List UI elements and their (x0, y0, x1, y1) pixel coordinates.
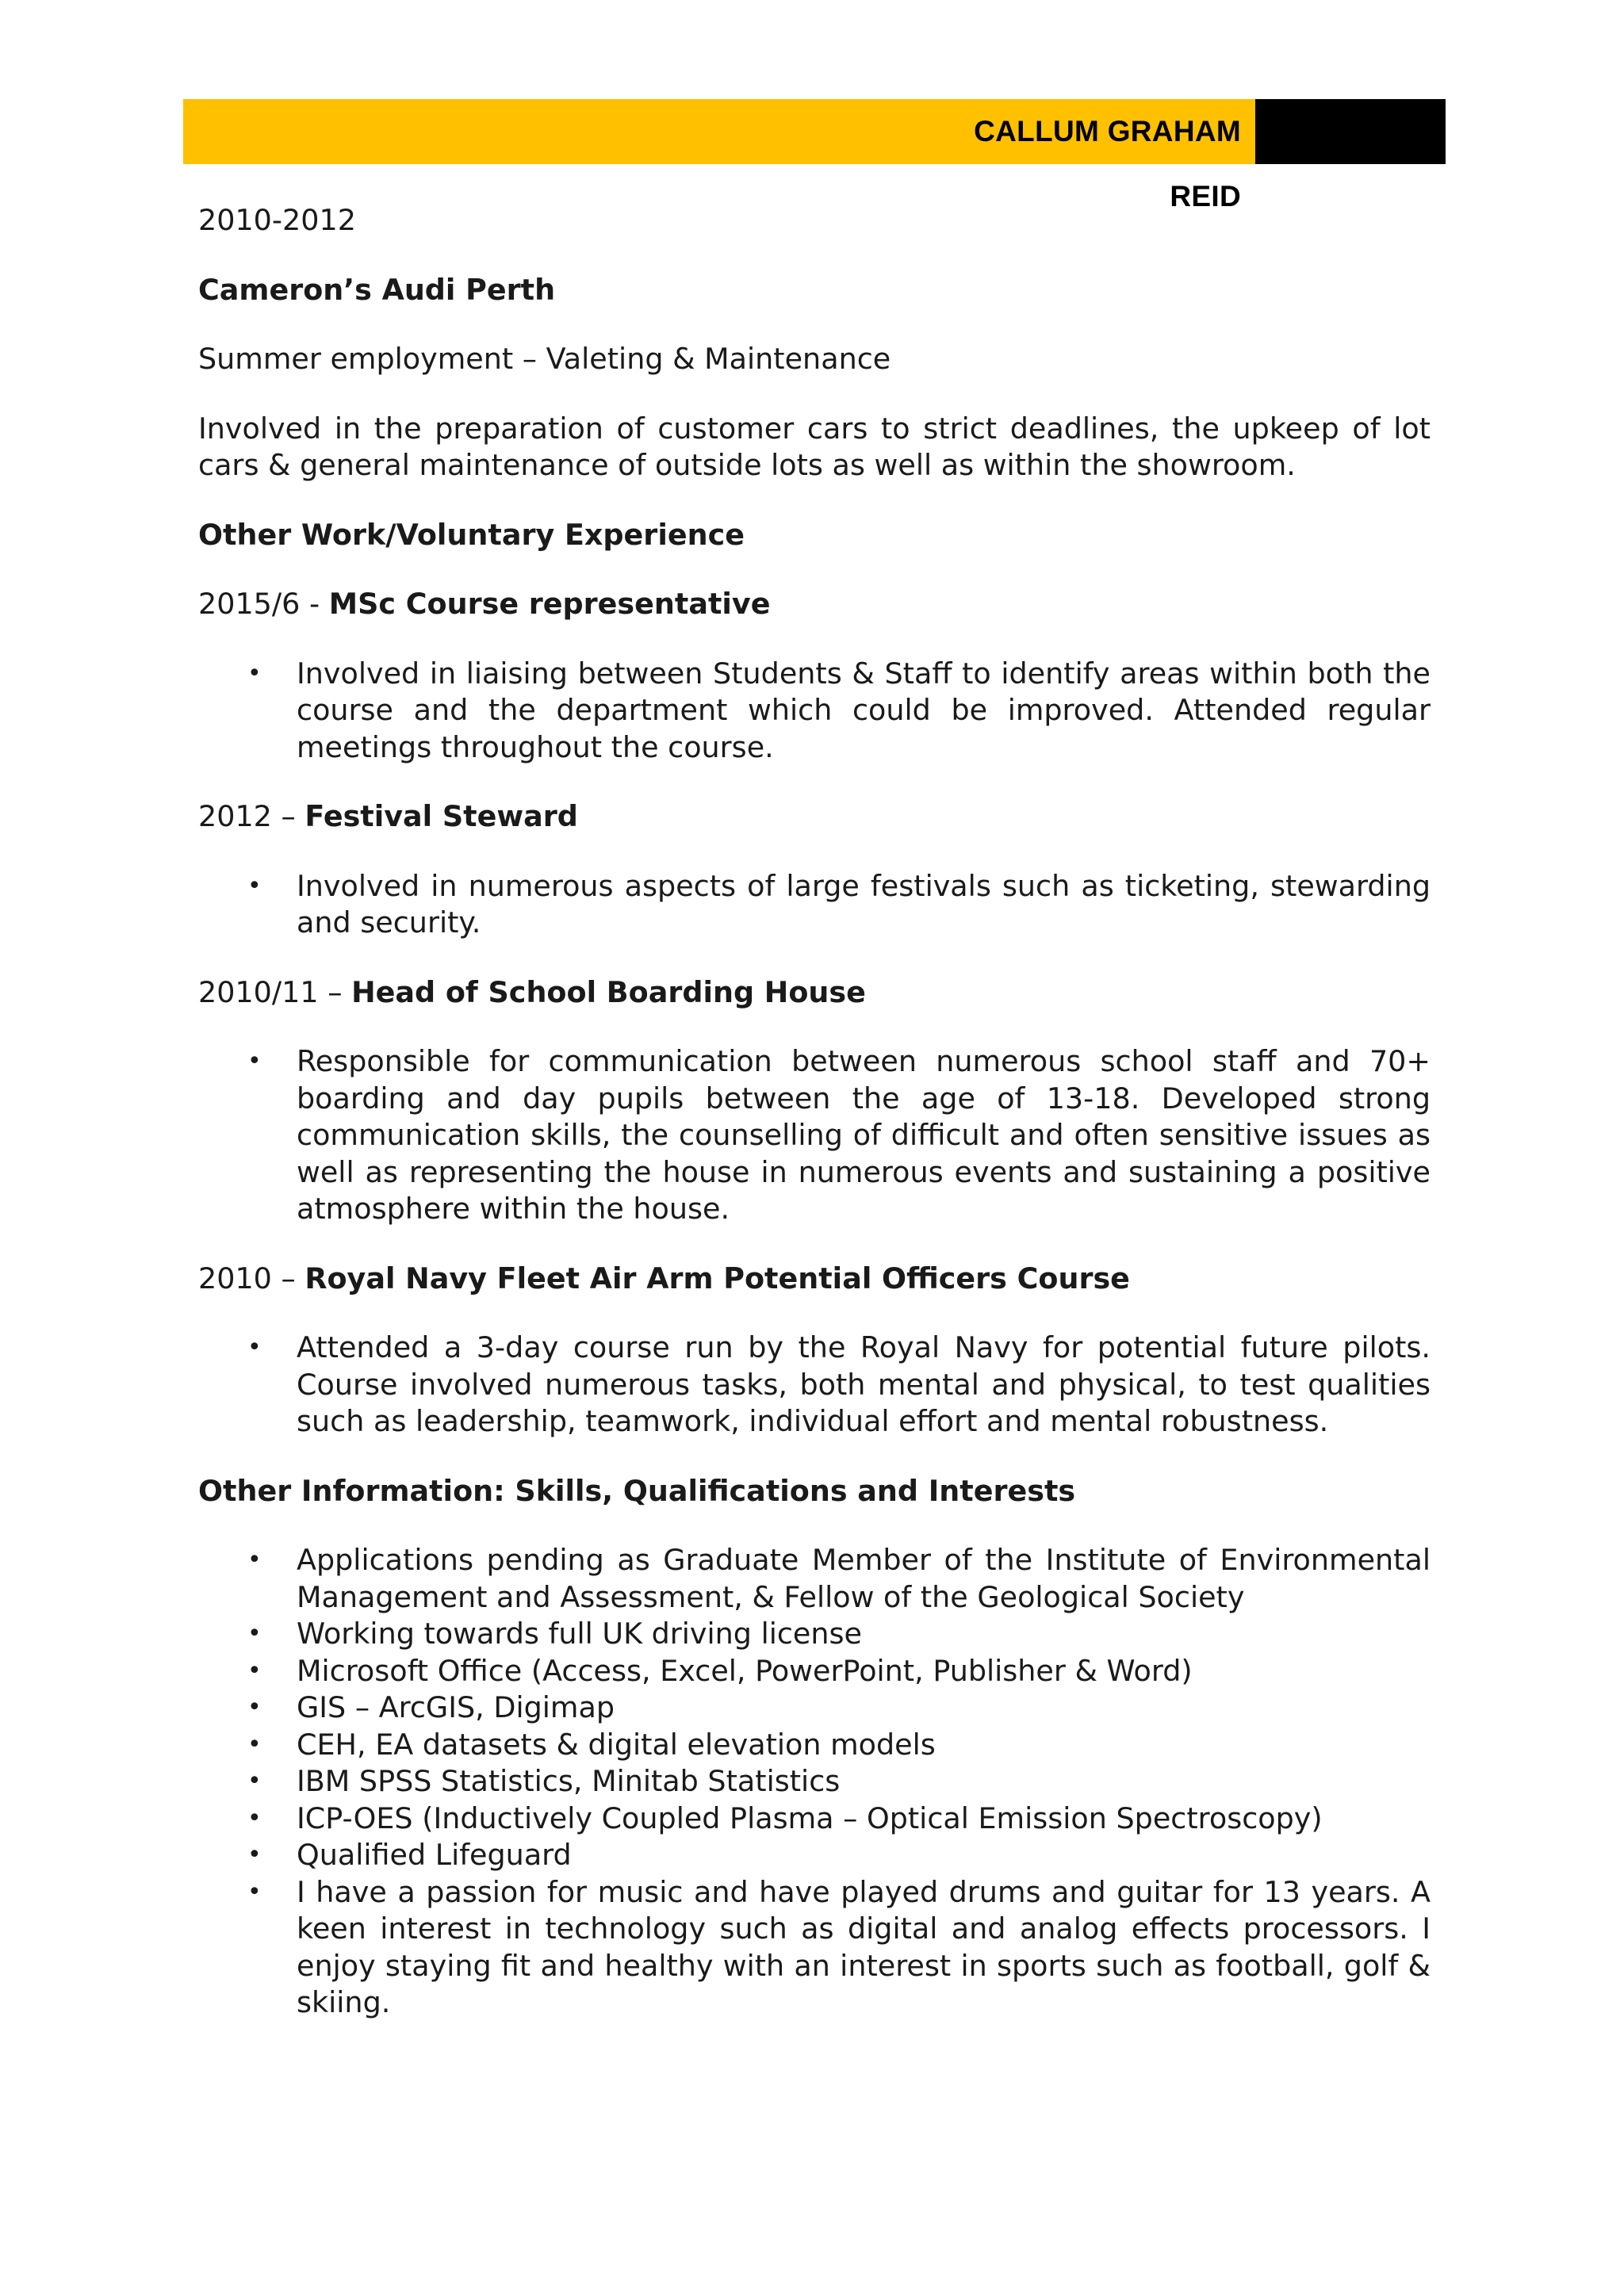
bullet-icon: • (247, 659, 262, 687)
employment-role: Summer employment – Valeting & Maintenance (198, 342, 891, 376)
bullet-icon: • (247, 1841, 262, 1869)
entry-date: 2010/11 – (198, 974, 352, 1009)
list-item-text: Involved in numerous aspects of large festivals such as ticketing, stewarding and security. (297, 868, 1431, 939)
entry-title: Royal Navy Fleet Air Arm Potential Officers Course (304, 1261, 1130, 1295)
bullet-icon: • (247, 1804, 262, 1832)
section-heading-other-info: Other Information: Skills, Qualifications and Interests (198, 1473, 1076, 1508)
list-item (198, 1800, 1431, 1838)
entry-bullet-list (198, 1043, 1431, 1228)
list-item (198, 868, 1431, 942)
entry-date: 2010 – (198, 1261, 305, 1295)
employment-description: Involved in the preparation of customer cars to strict deadlines, the upkeep of lot cars & general maintenance of outside lots as well as within the showroom. (198, 411, 1431, 482)
list-item-text: Applications pending as Graduate Member of the Institute of Environmental Management and Assessment, & Fellow of the Geological Society (297, 1543, 1431, 1614)
candidate-name: CALLUM GRAHAM REID (974, 115, 1241, 212)
list-item-text: Responsible for communication between numerous school staff and 70+ boarding and day pupils between the age of 13-18. Developed strong communication skills, the counselling of difficult and often sensitive issues as well as representing the house in numerous events and sustaining a positive atmosphere within the house. (297, 1044, 1431, 1226)
entry-header (198, 974, 1431, 1012)
entry-bullet-list (198, 656, 1431, 767)
entry-header (198, 586, 1431, 623)
bullet-icon: • (247, 1767, 262, 1795)
list-item-text: CEH, EA datasets & digital elevation models (297, 1727, 936, 1762)
entry-bullet-list (198, 868, 1431, 942)
entry-date: 2015/6 - (198, 587, 329, 621)
list-item-text: IBM SPSS Statistics, Minitab Statistics (297, 1764, 841, 1798)
bullet-icon: • (247, 1334, 262, 1361)
list-item-text: ICP-OES (Inductively Coupled Plasma – Optical Emission Spectroscopy) (297, 1800, 1323, 1835)
entry-title: Head of School Boarding House (351, 974, 866, 1009)
list-item-text: Attended a 3-day course run by the Royal Navy for potential future pilots. Course involved numerous tasks, both mental and physical, to test qualities such as leadership, teamwork, individual effort and mental robustness. (297, 1330, 1431, 1438)
list-item (198, 1616, 1431, 1653)
list-item-text: GIS – ArcGIS, Digimap (297, 1690, 615, 1724)
bullet-icon: • (247, 1656, 262, 1685)
list-item (198, 1330, 1431, 1441)
employer-name: Cameron’s Audi Perth (198, 272, 556, 307)
list-item (198, 656, 1431, 767)
cv-content (198, 202, 1431, 2054)
bullet-icon: • (247, 1730, 262, 1758)
section-heading-other-work: Other Work/Voluntary Experience (198, 517, 745, 552)
list-item (198, 1727, 1431, 1764)
list-item-text: I have a passion for music and have played drums and guitar for 13 years. A keen interest in technology such as digital and analog effects processors. I enjoy staying fit and healthy with an interest in sports such as football, golf & skiing. (297, 1874, 1431, 2019)
header-black-block (1255, 99, 1446, 164)
bullet-icon: • (247, 871, 262, 900)
list-item (198, 1837, 1431, 1874)
bullet-icon: • (247, 1546, 262, 1574)
list-item (198, 1763, 1431, 1800)
entry-title: MSc Course representative (328, 587, 771, 621)
skills-bullet-list (198, 1542, 1431, 2022)
bullet-icon: • (247, 1620, 262, 1647)
list-item (198, 1043, 1431, 1228)
list-item-text: Involved in liaising between Students & Staff to identify areas within both the course and the department which could be improved. Attended regular meetings throughout the course. (297, 656, 1431, 764)
bullet-icon: • (247, 1693, 262, 1721)
list-item-text: Working towards full UK driving license (297, 1617, 862, 1651)
entry-header (198, 1261, 1431, 1298)
list-item-text: Qualified Lifeguard (297, 1838, 572, 1872)
entry-bullet-list (198, 1330, 1431, 1441)
entry-title: Festival Steward (304, 799, 578, 833)
list-item (198, 1874, 1431, 2022)
list-item (198, 1689, 1431, 1727)
entry-header (198, 798, 1431, 836)
list-item (198, 1653, 1431, 1690)
employment-date: 2010-2012 (198, 203, 356, 237)
bullet-icon: • (247, 1047, 262, 1075)
entry-date: 2012 – (198, 799, 305, 833)
list-item-text: Microsoft Office (Access, Excel, PowerPoint, Publisher & Word) (297, 1653, 1193, 1688)
list-item (198, 1542, 1431, 1616)
bullet-icon: • (247, 1877, 262, 1906)
